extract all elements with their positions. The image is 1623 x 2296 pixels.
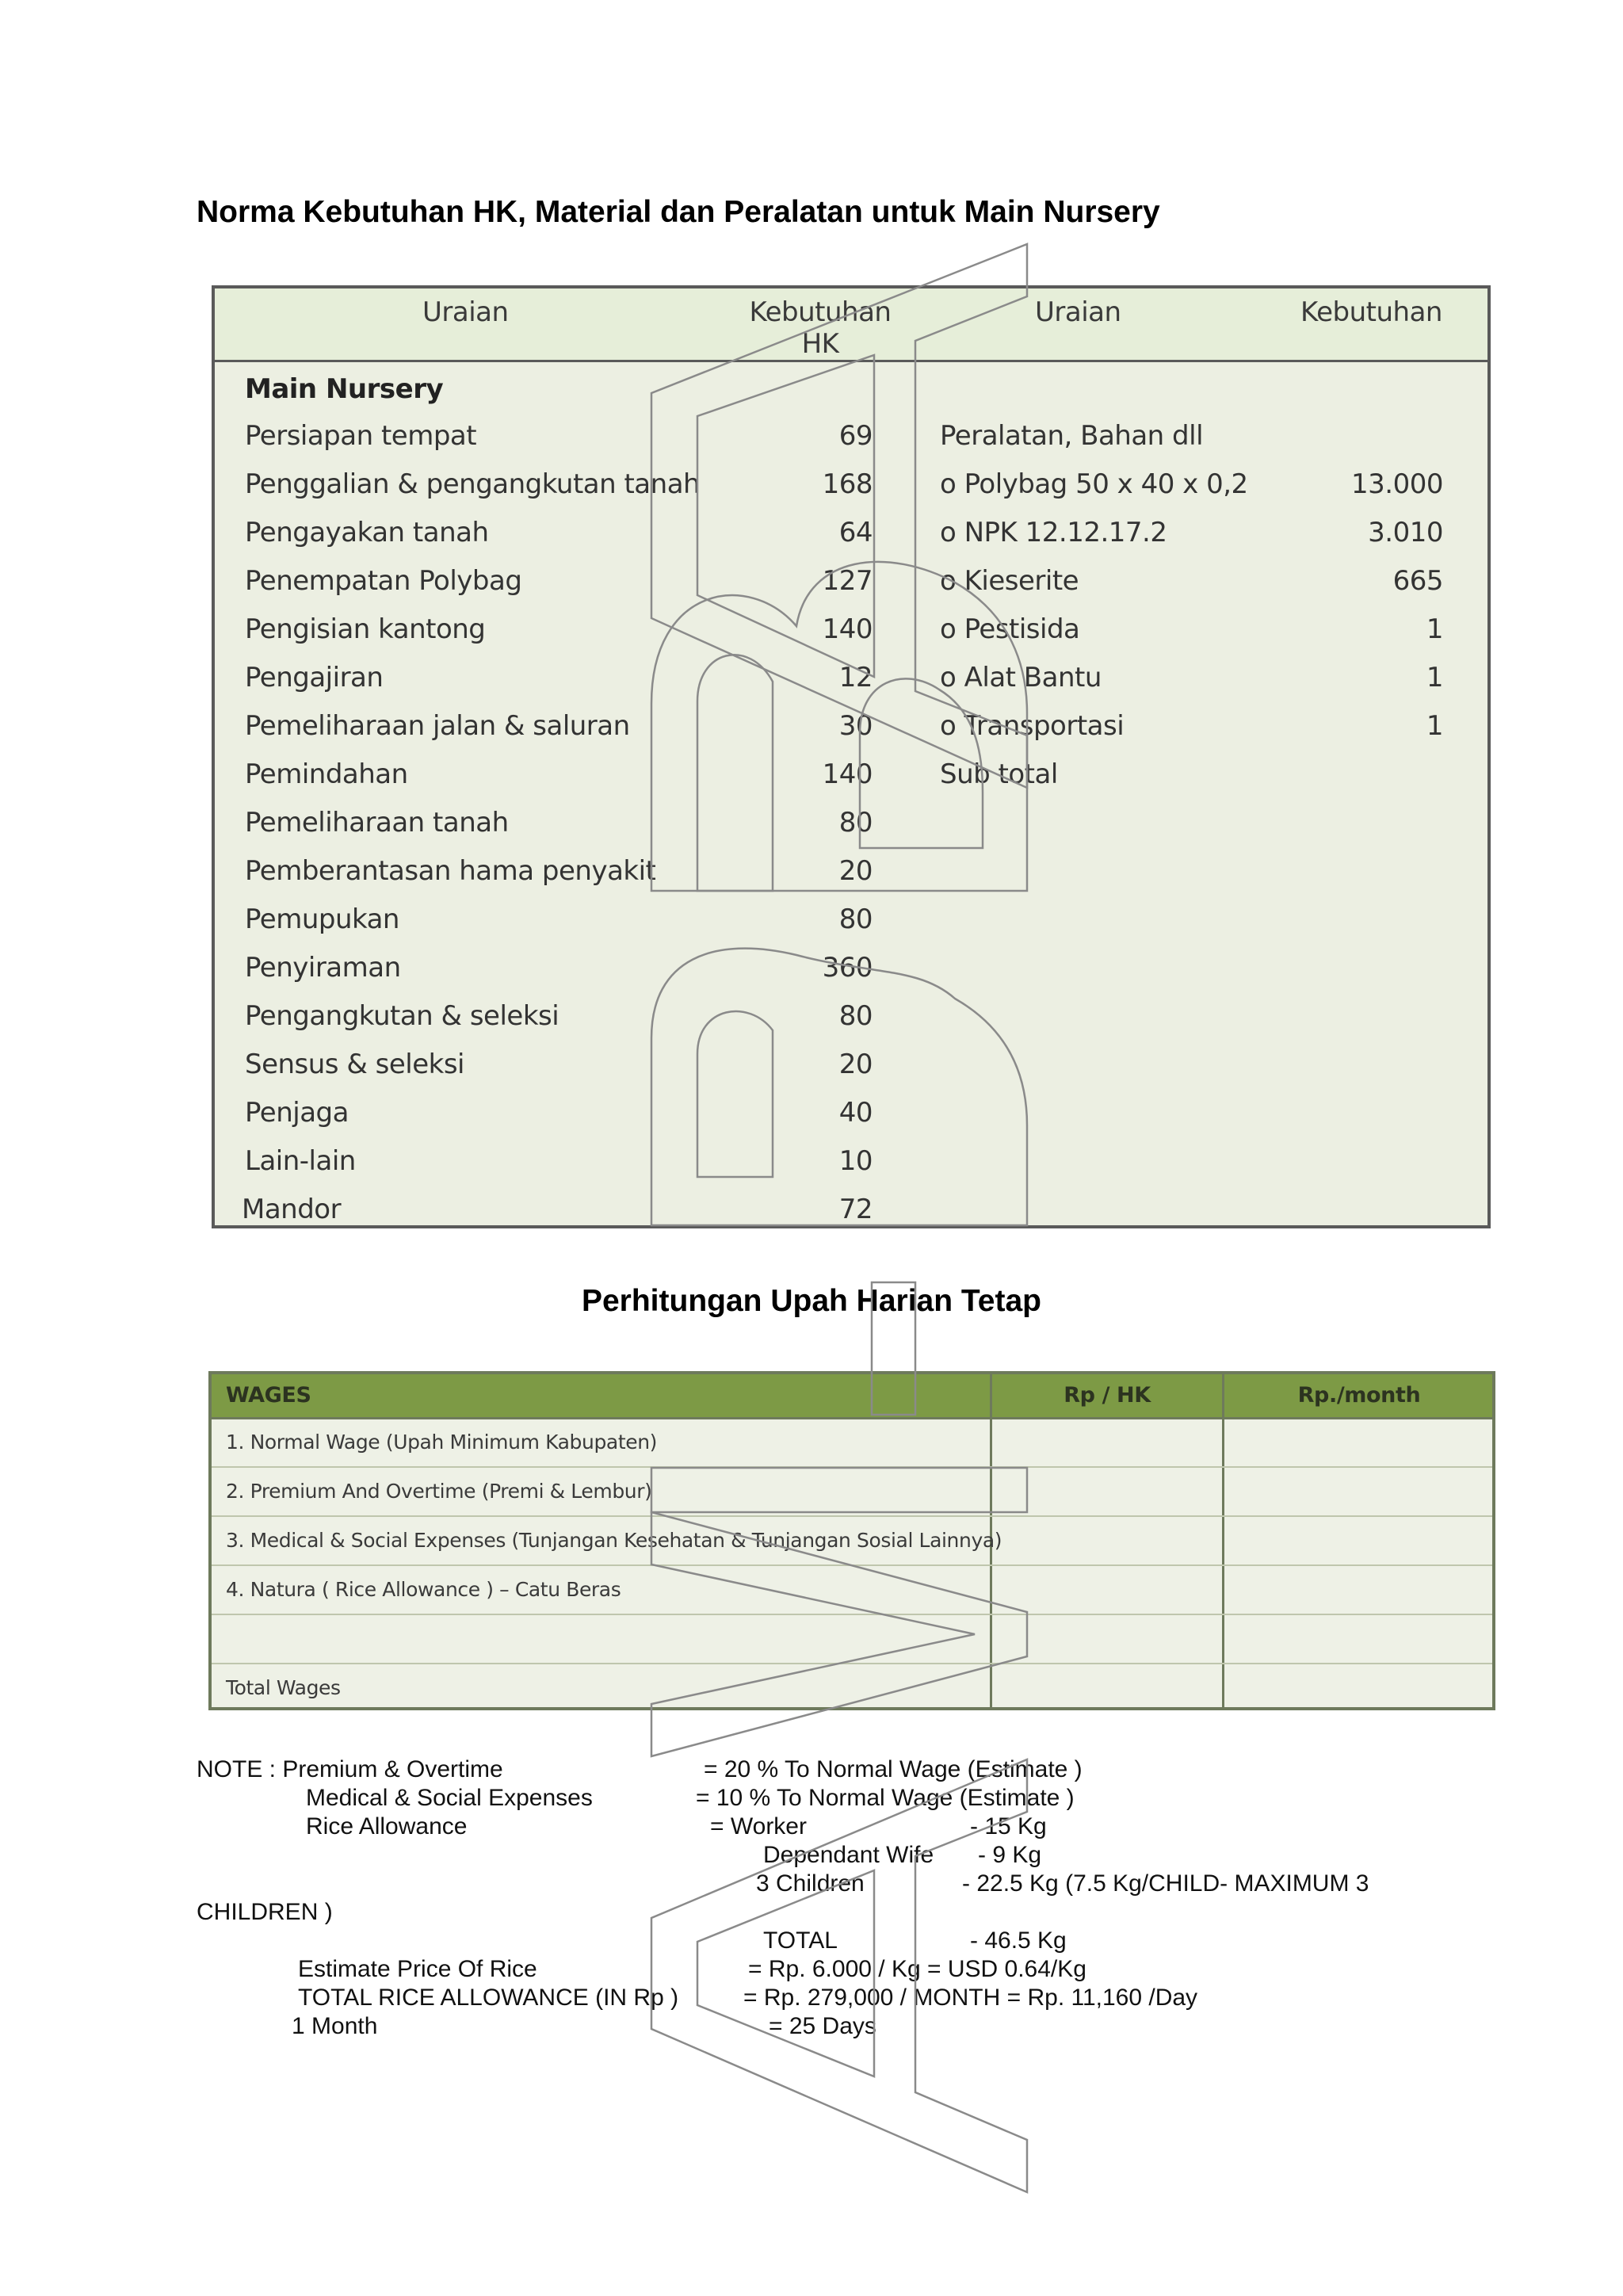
left-row-value: 127 xyxy=(822,565,873,597)
note-line-3c: - 15 Kg xyxy=(970,1813,1047,1839)
note-line-2a: Medical & Social Expenses xyxy=(306,1785,593,1811)
right-row-value: 3.010 xyxy=(1368,517,1443,548)
header-uraian-left: Uraian xyxy=(422,296,509,328)
right-row-value: 665 xyxy=(1392,565,1443,597)
note-line-1a: NOTE : Premium & Overtime xyxy=(197,1756,503,1782)
right-row-label: Sub total xyxy=(940,758,1058,790)
note-line-9b: = Rp. 279,000 / MONTH = Rp. 11,160 /Day xyxy=(743,1985,1198,2011)
right-row-label: Peralatan, Bahan dll xyxy=(940,420,1204,452)
note-line-4b: - 9 Kg xyxy=(978,1842,1042,1868)
left-row-label: Pemeliharaan tanah xyxy=(245,807,509,839)
header-kebutuhan: Kebutuhan xyxy=(1300,296,1442,328)
left-row-label: Pengisian kantong xyxy=(245,613,486,645)
row-divider xyxy=(212,1564,1492,1566)
note-line-4a: Dependant Wife xyxy=(763,1842,934,1868)
left-row-value: 72 xyxy=(838,1194,873,1225)
left-row-label: Persiapan tempat xyxy=(245,420,477,452)
wage-row-premium: 2. Premium And Overtime (Premi & Lembur) xyxy=(226,1480,652,1503)
left-row-value: 69 xyxy=(838,420,873,452)
left-row-value: 64 xyxy=(838,517,873,548)
note-line-7a: TOTAL xyxy=(763,1927,838,1954)
note-line-8b: = Rp. 6.000 / Kg = USD 0.64/Kg xyxy=(748,1956,1086,1982)
left-row-label: Pengayakan tanah xyxy=(245,517,489,548)
left-row-label: Pemindahan xyxy=(245,758,408,790)
right-row-value: 13.000 xyxy=(1351,468,1443,500)
header-uraian-right: Uraian xyxy=(1035,296,1121,328)
left-row-label: Penempatan Polybag xyxy=(245,565,522,597)
left-row-label: Mandor xyxy=(242,1194,342,1225)
row-divider xyxy=(212,1663,1492,1664)
note-line-5a: 3 Children xyxy=(756,1870,865,1897)
wage-row-normal: 1. Normal Wage (Upah Minimum Kabupaten) xyxy=(226,1431,658,1454)
row-divider xyxy=(212,1417,1492,1419)
note-line-9a: TOTAL RICE ALLOWANCE (IN Rp ) xyxy=(298,1985,679,2011)
left-row-value: 30 xyxy=(838,710,873,742)
left-row-value: 80 xyxy=(838,1000,873,1032)
left-row-value: 168 xyxy=(822,468,873,500)
right-row-label: o Transportasi xyxy=(940,710,1125,742)
section-main-nursery: Main Nursery xyxy=(245,373,444,405)
left-row-label: Pengajiran xyxy=(245,662,384,693)
page-title: Norma Kebutuhan HK, Material dan Peralatan untuk Main Nursery xyxy=(197,195,1160,229)
note-line-3b: = Worker xyxy=(710,1813,807,1839)
left-row-value: 20 xyxy=(838,1049,873,1080)
left-row-value: 12 xyxy=(838,662,873,693)
right-row-label: o Kieserite xyxy=(940,565,1079,597)
left-row-value: 80 xyxy=(838,807,873,839)
left-row-label: Penjaga xyxy=(245,1097,349,1129)
wages-title: Perhitungan Upah Harian Tetap xyxy=(581,1284,1041,1318)
right-row-label: o Alat Bantu xyxy=(940,662,1102,693)
right-row-value: 1 xyxy=(1426,710,1443,742)
wage-row-total: Total Wages xyxy=(226,1676,341,1699)
row-divider xyxy=(212,1614,1492,1615)
note-line-10a: 1 Month xyxy=(292,2013,378,2039)
note-line-2b: = 10 % To Normal Wage (Estimate ) xyxy=(696,1785,1075,1811)
wage-row-medical: 3. Medical & Social Expenses (Tunjangan Kesehatan & Tunjangan Sosial Lainnya) xyxy=(226,1529,1002,1552)
left-row-value: 360 xyxy=(822,952,873,984)
right-row-label: o Polybag 50 x 40 x 0,2 xyxy=(940,468,1248,500)
right-row-label: o NPK 12.12.17.2 xyxy=(940,517,1167,548)
note-line-8a: Estimate Price Of Rice xyxy=(298,1956,537,1982)
left-row-label: Pemupukan xyxy=(245,904,399,935)
left-row-label: Pemeliharaan jalan & saluran xyxy=(245,710,630,742)
header-kebutuhan-hk-line2: HK xyxy=(801,328,839,360)
left-row-label: Penggalian & pengangkutan tanah xyxy=(245,468,701,500)
left-row-value: 10 xyxy=(838,1145,873,1177)
wage-row-natura: 4. Natura ( Rice Allowance ) – Catu Beras xyxy=(226,1578,621,1601)
left-row-label: Penyiraman xyxy=(245,952,401,984)
right-row-value: 1 xyxy=(1426,613,1443,645)
left-row-label: Sensus & seleksi xyxy=(245,1049,464,1080)
column-divider xyxy=(1222,1374,1224,1707)
left-row-value: 80 xyxy=(838,904,873,935)
note-line-3a: Rice Allowance xyxy=(306,1813,468,1839)
left-row-value: 140 xyxy=(822,613,873,645)
row-divider xyxy=(212,1515,1492,1517)
row-divider xyxy=(212,1466,1492,1468)
left-row-label: Lain-lain xyxy=(245,1145,356,1177)
left-row-value: 40 xyxy=(838,1097,873,1129)
left-row-value: 140 xyxy=(822,758,873,790)
note-line-1b: = 20 % To Normal Wage (Estimate ) xyxy=(704,1756,1083,1782)
left-row-label: Pengangkutan & seleksi xyxy=(245,1000,559,1032)
note-line-5b: - 22.5 Kg (7.5 Kg/CHILD- MAXIMUM 3 xyxy=(962,1870,1369,1897)
right-row-value: 1 xyxy=(1426,662,1443,693)
rp-month-header: Rp./month xyxy=(1297,1383,1421,1408)
right-row-label: o Pestisida xyxy=(940,613,1080,645)
norma-table xyxy=(212,285,1491,1228)
left-row-value: 20 xyxy=(838,855,873,887)
wages-table xyxy=(208,1371,1495,1710)
note-line-6: CHILDREN ) xyxy=(197,1899,333,1925)
note-line-7b: - 46.5 Kg xyxy=(970,1927,1067,1954)
header-kebutuhan-hk-line1: Kebutuhan xyxy=(749,296,892,328)
wages-header: WAGES xyxy=(226,1383,311,1408)
note-line-10b: = 25 Days xyxy=(769,2013,876,2039)
rp-hk-header: Rp / HK xyxy=(1064,1383,1151,1408)
left-row-label: Pemberantasan hama penyakit xyxy=(245,855,656,887)
